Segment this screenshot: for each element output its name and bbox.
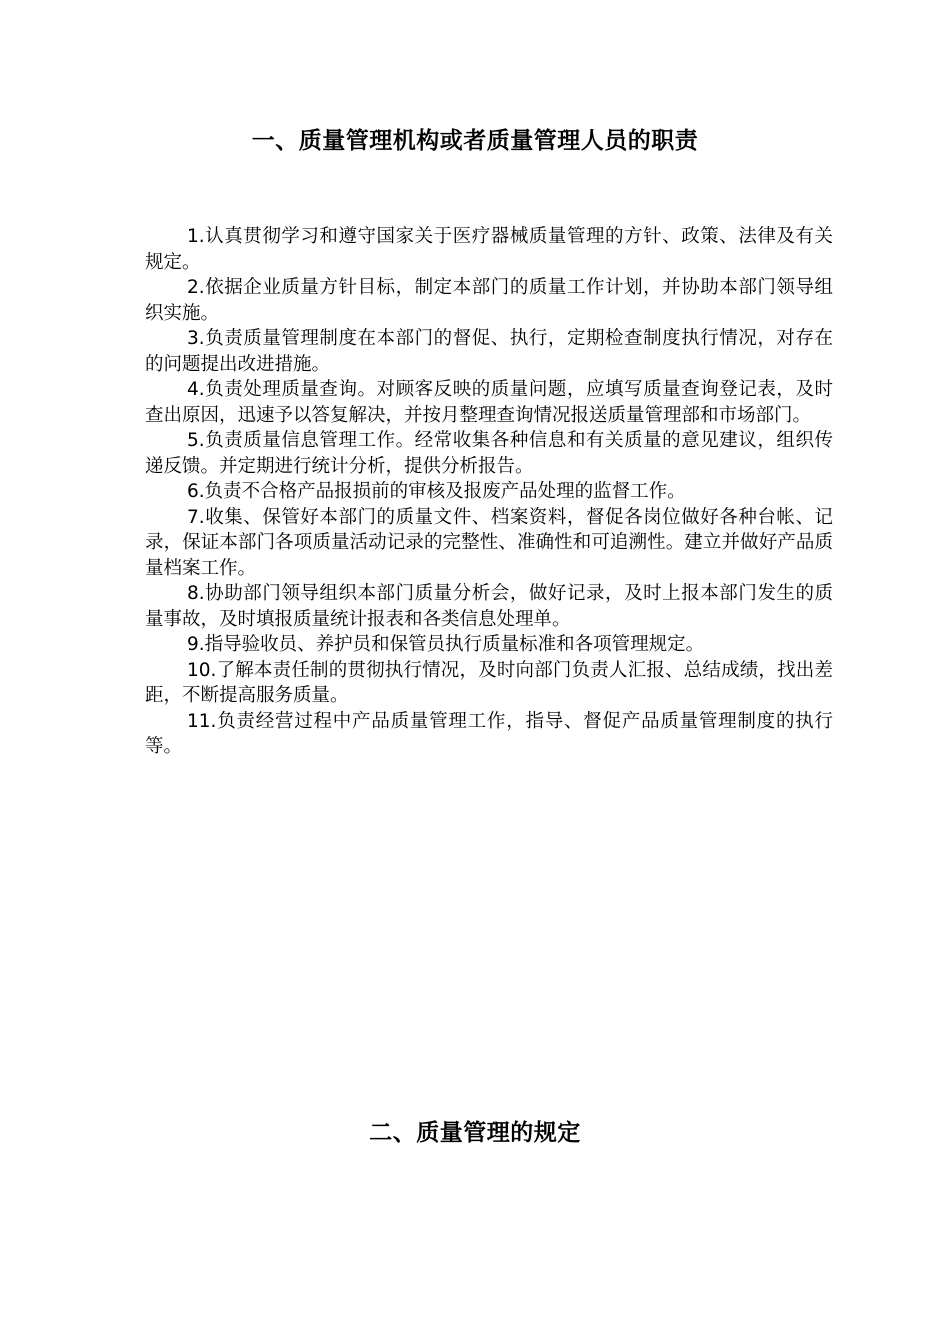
duty-item-4: 4.负责处理质量查询。对顾客反映的质量问题，应填写质量查询登记表，及时查出原因，迅速予以答复解决，并按月整理查询情况报送质量管理部和市场部门。 <box>145 379 833 426</box>
section-1-title: 一、质量管理机构或者质量管理人员的职责 <box>251 128 699 154</box>
duties-list <box>145 224 833 760</box>
duty-item-8: 8.协助部门领导组织本部门质量分析会，做好记录，及时上报本部门发生的质量事故，及时填报质量统计报表和各类信息处理单。 <box>145 583 833 630</box>
duty-item-9: 9.指导验收员、养护员和保管员执行质量标准和各项管理规定。 <box>187 634 705 655</box>
duty-item-7: 7.收集、保管好本部门的质量文件、档案资料，督促各岗位做好各种台帐、记录，保证本部门各项质量活动记录的完整性、准确性和可追溯性。建立并做好产品质量档案工作。 <box>145 506 833 579</box>
duty-item-6: 6.负责不合格产品报损前的审核及报废产品处理的监督工作。 <box>187 481 686 502</box>
duty-item-10: 10.了解本责任制的贯彻执行情况，及时向部门负责人汇报、总结成绩，找出差距，不断提高服务质量。 <box>145 659 833 706</box>
duty-item-2: 2.依据企业质量方针目标，制定本部门的质量工作计划，并协助本部门领导组织实施。 <box>145 277 833 324</box>
section-2-title: 二、质量管理的规定 <box>369 1120 581 1146</box>
duty-item-11: 11.负责经营过程中产品质量管理工作，指导、督促产品质量管理制度的执行等。 <box>145 710 833 757</box>
duty-item-1: 1.认真贯彻学习和遵守国家关于医疗器械质量管理的方针、政策、法律及有关规定。 <box>145 226 833 273</box>
duty-item-3: 3.负责质量管理制度在本部门的督促、执行，定期检查制度执行情况，对存在的问题提出改进措施。 <box>145 328 833 375</box>
duty-item-5: 5.负责质量信息管理工作。经常收集各种信息和有关质量的意见建议，组织传递反馈。并定期进行统计分析，提供分析报告。 <box>145 430 833 477</box>
